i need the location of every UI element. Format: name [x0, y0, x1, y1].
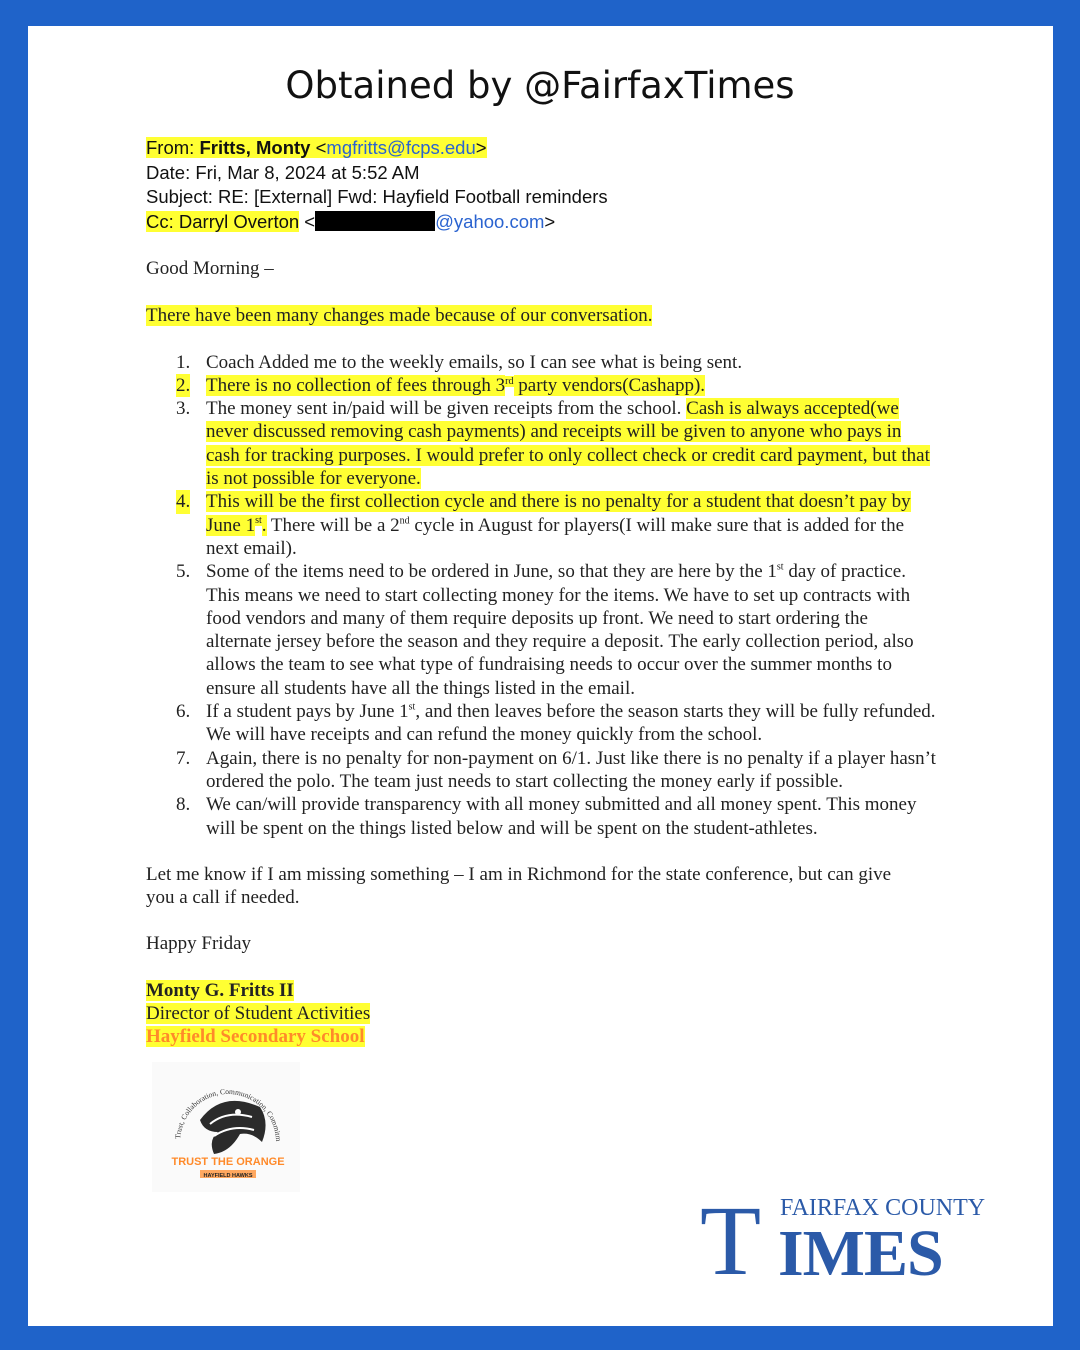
list-text-segment: Cash is always accepted(we never discussed removing cash payments) and receipts will be given to anyone who pays in cash for tracking purposes. I would prefer to only collect check or credit card payment, but that is not possible for everyone.	[206, 398, 930, 490]
list-text-segment: party vendors(Cashapp).	[513, 374, 706, 396]
cc-email-link[interactable]: @yahoo.com	[435, 210, 545, 232]
list-text-segment: st	[408, 701, 416, 713]
list-item	[146, 747, 936, 794]
list-item	[146, 700, 936, 747]
logo-subtitle: HAYFIELD HAWKS	[203, 1172, 253, 1179]
list-text-segment: nd	[399, 515, 410, 527]
list-item	[146, 397, 936, 490]
fairfax-county-times-logo	[700, 1185, 1000, 1296]
list-item	[146, 490, 936, 560]
date-line: Date: Fri, Mar 8, 2024 at 5:52 AM	[146, 161, 420, 183]
subject-line: Subject: RE: [External] Fwd: Hayfield Football reminders	[146, 186, 608, 207]
list-text-segment: .	[261, 514, 267, 536]
signoff: Happy Friday	[146, 933, 252, 955]
list-item	[146, 351, 936, 374]
email-header	[146, 136, 608, 234]
list-text-segment: , and then leaves before the season starts they will be fully refunded. We will have receipts and can refund the money quickly from the school.	[206, 701, 936, 746]
signature-role: Director of Student Activities	[146, 1003, 371, 1025]
logo-slogan: TRUST THE ORANGE	[171, 1155, 285, 1168]
signature-school: Hayfield Secondary School	[146, 1026, 365, 1048]
eagle-icon	[200, 1100, 266, 1153]
list-number: 2.	[176, 374, 191, 396]
list-text-segment: rd	[505, 375, 514, 387]
list-text-segment: cycle in August for players(I will make sure that is added for the next email).	[206, 514, 905, 559]
signature	[146, 979, 936, 1049]
logo-imes: IMES	[778, 1217, 943, 1290]
hayfield-hawks-logo	[152, 1062, 300, 1192]
list-text-segment: There will be a 2	[266, 514, 400, 536]
signature-name: Monty G. Fritts II	[146, 979, 294, 1001]
list-text-segment: There is no collection of fees through 3	[206, 374, 506, 396]
list-number: 4.	[176, 491, 191, 513]
list-text-segment: Some of the items need to be ordered in June, so that they are here by the 1	[206, 561, 777, 583]
list-text-segment: day of practice. This means we need to start collecting money for the items. We have to set up contracts with food vendors and many of them require deposits up front. We need to start ordering the alternate jersey before the season and they require a deposit. The early collection period, also allows the team to see what type of fundraising needs to occur over the summer months to ensure all students have all the things listed in the email.	[206, 561, 914, 699]
cc-line: Cc: Darryl Overton < @yahoo.com>	[146, 210, 556, 232]
list-text-segment: Coach Added me to the weekly emails, so I can see what is being sent.	[206, 351, 743, 373]
list-number: 1.	[176, 351, 191, 373]
logo-arc-text: Trust, Collaboration, Communication, Commitm	[173, 1086, 284, 1142]
points-list	[146, 351, 936, 840]
list-text-segment: If a student pays by June 1	[206, 701, 409, 723]
logo-fairfax-county: FAIRFAX COUNTY	[780, 1195, 986, 1221]
list-text-segment: This will be the first collection cycle and there is no penalty for a student that doesn’t pay by June 1	[206, 491, 911, 536]
intro: There have been many changes made because of our conversation.	[146, 305, 653, 327]
list-item	[146, 793, 936, 840]
page-title: Obtained by @FairfaxTimes	[285, 64, 795, 107]
list-text-segment: We can/will provide transparency with all money submitted and all money spent. This money will be spent on the things listed below and will be spent on the student-athletes.	[206, 794, 917, 839]
list-text-segment: st	[776, 561, 784, 573]
closing-paragraph: Let me know if I am missing something – I am in Richmond for the state conference, but can give you a call if needed.	[146, 863, 892, 909]
list-text-segment: The money sent in/paid will be given receipts from the school.	[206, 398, 687, 420]
list-item	[146, 374, 936, 397]
logo-big-t: T	[700, 1185, 762, 1296]
list-text-segment: st	[255, 515, 262, 527]
email-body	[146, 257, 936, 1192]
cc-label: Cc: Darryl Overton	[146, 210, 300, 232]
from-line: From: Fritts, Monty <mgfritts@fcps.edu>	[146, 137, 487, 158]
redaction-bar	[315, 211, 435, 231]
list-item	[146, 560, 936, 700]
greeting: Good Morning –	[146, 258, 274, 279]
from-email-link[interactable]: mgfritts@fcps.edu	[326, 137, 476, 158]
from-name: Fritts, Monty	[199, 137, 311, 158]
list-number: 3.	[176, 398, 191, 420]
list-number: 5.	[176, 561, 191, 583]
list-number: 8.	[176, 794, 191, 816]
list-number: 7.	[176, 747, 191, 769]
list-number: 6.	[176, 701, 191, 723]
list-text-segment: Again, there is no penalty for non-payment on 6/1. Just like there is no penalty if a player hasn’t ordered the polo. The team just needs to start collecting the money early if possible.	[206, 747, 936, 792]
from-label: From:	[146, 137, 200, 158]
